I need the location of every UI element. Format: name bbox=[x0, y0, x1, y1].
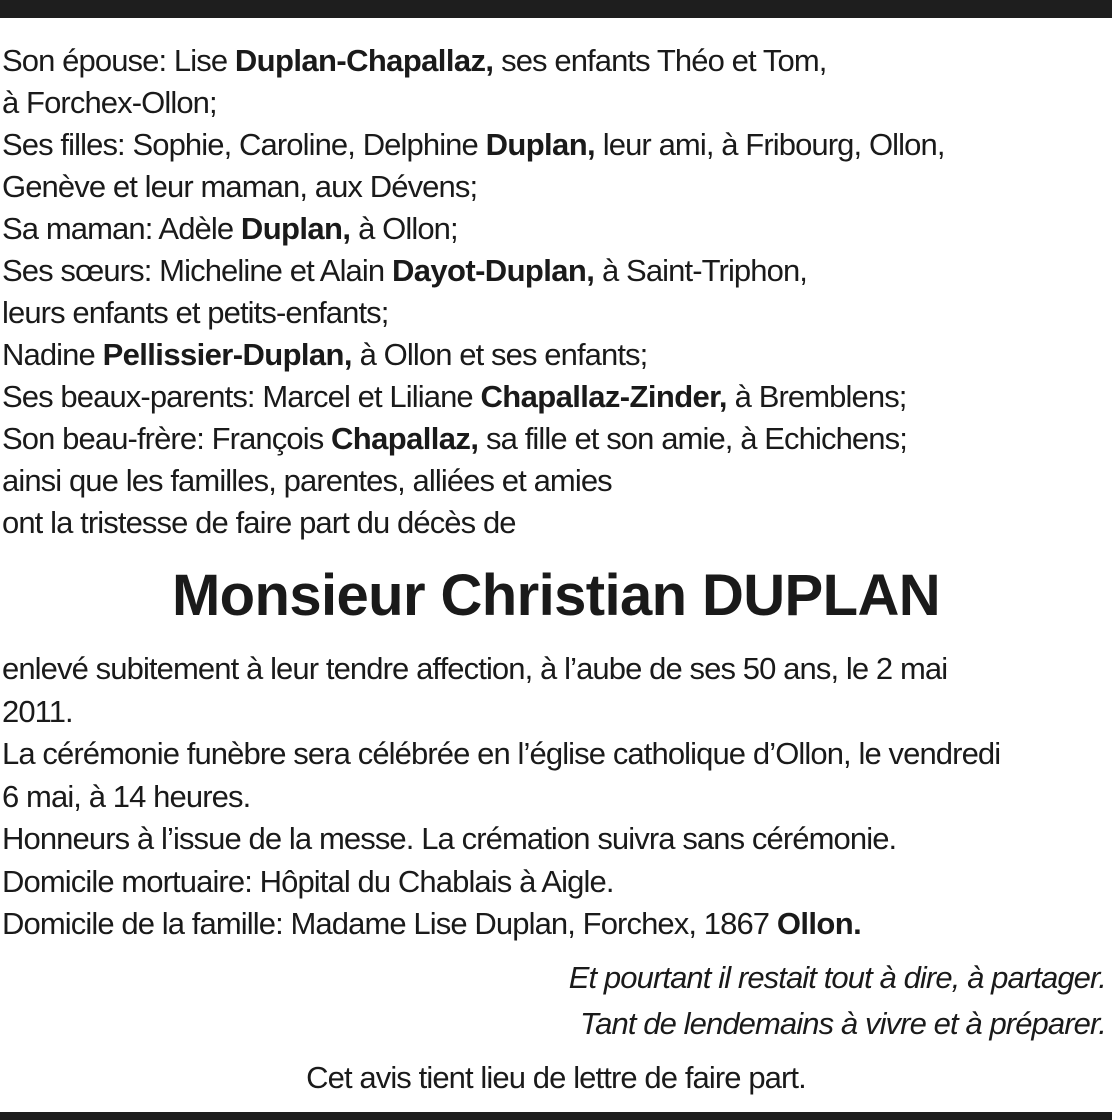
brother-in-law-line: Son beau-frère: François Chapallaz, sa fille et son amie, à Echichens; bbox=[2, 421, 907, 456]
ceremony-time-line: 6 mai, à 14 heures. bbox=[2, 778, 251, 814]
daughters-name: Duplan, bbox=[485, 127, 596, 162]
nadine-line: Nadine Pellissier-Duplan, à Ollon et ses enfants; bbox=[2, 337, 648, 372]
quote-block bbox=[106, 955, 1106, 1047]
family-home-line: Domicile de la famille: Madame Lise Duplan, Forchex, 1867 Ollon. bbox=[2, 906, 862, 941]
family-home-town: Ollon. bbox=[776, 906, 862, 941]
in-laws-line: Ses beaux-parents: Marcel et Liliane Chapallaz-Zinder, à Bremblens; bbox=[2, 379, 907, 414]
mother-name: Duplan, bbox=[240, 211, 351, 246]
death-year-line: 2011. bbox=[2, 693, 73, 729]
daughters-cont-line: Genève et leur maman, aux Dévens; bbox=[2, 169, 478, 204]
sisters-name: Dayot-Duplan, bbox=[391, 253, 595, 288]
brother-in-law-name: Chapallaz, bbox=[331, 421, 479, 456]
others-line: ainsi que les familles, parentes, alliées et amies bbox=[2, 463, 612, 498]
details-section bbox=[2, 648, 1110, 946]
daughters-line: Ses filles: Sophie, Caroline, Delphine Duplan, leur ami, à Fribourg, Ollon, bbox=[2, 127, 945, 162]
bottom-border-rule bbox=[0, 1112, 1112, 1120]
ceremony-line: La cérémonie funèbre sera célébrée en l’église catholique d’Ollon, le vendredi bbox=[2, 736, 1001, 771]
top-border-rule bbox=[0, 0, 1112, 18]
quote-line-1: Et pourtant il restait tout à dire, à partager. bbox=[568, 960, 1106, 995]
closing-note: Cet avis tient lieu de lettre de faire part. bbox=[306, 1060, 806, 1095]
nadine-name: Pellissier-Duplan, bbox=[102, 337, 352, 372]
mother-line: Sa maman: Adèle Duplan, à Ollon; bbox=[2, 211, 458, 246]
deceased-name-heading: Monsieur Christian DUPLAN bbox=[171, 563, 941, 628]
announcement-line: ont la tristesse de faire part du décès de bbox=[2, 505, 516, 540]
sisters-cont-line: leurs enfants et petits-enfants; bbox=[2, 295, 389, 330]
death-line: enlevé subitement à leur tendre affection, à l’aube de ses 50 ans, le 2 mai bbox=[2, 651, 948, 686]
family-list bbox=[2, 40, 1110, 544]
spouse-line: Son épouse: Lise Duplan-Chapallaz, ses enfants Théo et Tom, bbox=[2, 43, 827, 78]
spouse-place-line: à Forchex-Ollon; bbox=[2, 85, 217, 120]
spouse-name: Duplan-Chapallaz, bbox=[234, 43, 494, 78]
quote-line-2: Tant de lendemains à vivre et à préparer. bbox=[579, 1006, 1106, 1041]
mortuary-line: Domicile mortuaire: Hôpital du Chablais à Aigle. bbox=[2, 863, 614, 899]
honors-line: Honneurs à l’issue de la messe. La crémation suivra sans cérémonie. bbox=[2, 821, 897, 856]
in-laws-name: Chapallaz-Zinder, bbox=[480, 379, 727, 414]
sisters-line: Ses sœurs: Micheline et Alain Dayot-Duplan, à Saint-Triphon, bbox=[2, 253, 808, 288]
